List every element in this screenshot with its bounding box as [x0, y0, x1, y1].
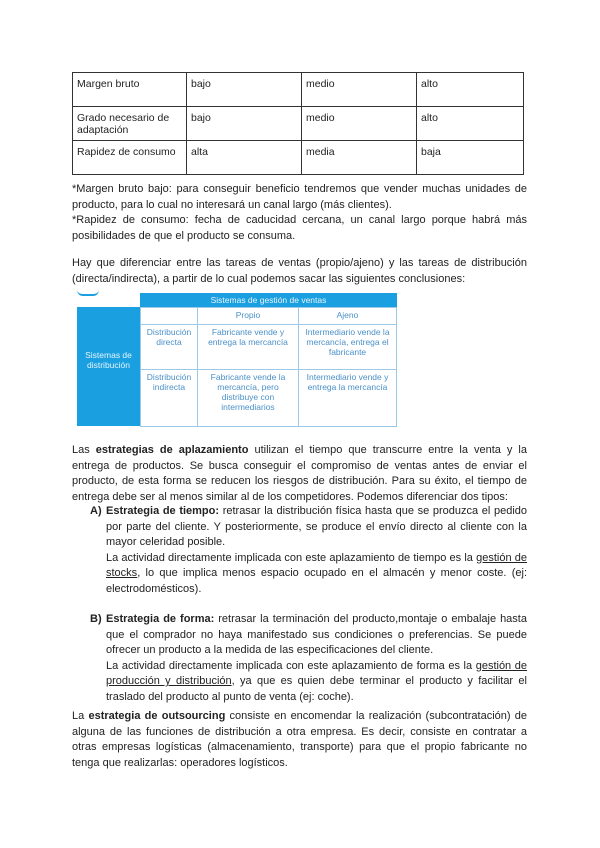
cell: medio — [302, 73, 417, 107]
cell: bajo — [187, 73, 302, 107]
grid-corner — [141, 308, 198, 325]
row-label: Grado necesario de adaptación — [73, 107, 187, 141]
intro-paragraph: Hay que diferenciar entre las tareas de ventas (propio/ajeno) y las tareas de distribución (directa/indirecta), a partir de lo cual podemos sacar las siguientes conclusiones: — [72, 257, 527, 285]
cell: medio — [302, 107, 417, 141]
row-label: Rapidez de consumo — [73, 141, 187, 175]
figure-grid — [140, 307, 397, 427]
figure-side-label: Sistemas de distribución — [77, 307, 140, 426]
table-row — [73, 141, 524, 175]
cell-directa-propio: Fabricante vende y entrega la mercancía — [198, 325, 299, 370]
row-indirecta: Distribución indirecta — [141, 370, 198, 427]
distribution-matrix-figure — [75, 290, 397, 426]
cell: baja — [417, 141, 524, 175]
outsourcing-paragraph: La estrategia de outsourcing consiste en encomendar la realización (subcontratación) de alguna de las funciones de distribución a otra empresa. Es decir, consiste en contratar a otras empresas logísticas (almacenamiento, transporte) para que el propio fabricante no tenga que realizarlas: operadores logísticos. — [72, 710, 527, 769]
list-item-tiempo: A) Estrategia de tiempo: retrasar la distribución física hasta que se produzca el pedido por parte del cliente. Y posteriormente, se produce el envío directo al cliente con la mayor celeridad posible. La actividad directamente implicada con este aplazamiento de tiempo es la gestión de stocks, lo que implica menos espacio ocupado en el almacén y menor coste. (ej: electrodomésticos). — [90, 505, 528, 595]
table-row — [73, 107, 524, 141]
cell-directa-ajeno: Intermediario vende la mercancía, entrega el fabricante — [299, 325, 397, 370]
aplazamiento-paragraph: Las estrategias de aplazamiento utilizan el tiempo que transcurre entre la venta y la entrega de productos. Se busca conseguir el compromiso de ventas antes de enviar el producto, de esta forma se reducen los riesgos de distribución. Para su éxito, el tiempo de entrega debe ser al menos similar al de los competidores. Podemos diferenciar dos tipos: — [72, 444, 527, 503]
cell: bajo — [187, 107, 302, 141]
cell: alto — [417, 73, 524, 107]
cell: alta — [187, 141, 302, 175]
note-rapidez: *Rapidez de consumo: fecha de caducidad cercana, un canal largo porque habrá más posibilidades de que el producto se consuma. — [72, 214, 527, 242]
col-ajeno: Ajeno — [299, 308, 397, 325]
list-item-forma: B) Estrategia de forma: retrasar la terminación del producto,montaje o embalaje hasta que el comprador no haya manifestado sus condiciones o preferencias. Se puede ofrecer un producto a la medida de las especificaciones del cliente. La actividad directamente implicada con este aplazamiento de forma es la gestión de producción y distribución, ya que es quien debe terminar el producto y facilitar el traslado del producto al punto de venta (ej: coche). — [90, 613, 528, 703]
table-row — [73, 73, 524, 107]
row-directa: Distribución directa — [141, 325, 198, 370]
cell: alto — [417, 107, 524, 141]
figure-header: Sistemas de gestión de ventas — [140, 293, 397, 307]
decorative-corner — [77, 290, 99, 296]
cell: media — [302, 141, 417, 175]
row-label: Margen bruto — [73, 73, 187, 107]
factors-table — [72, 72, 524, 175]
cell-indirecta-ajeno: Intermediario vende y entrega la mercancía — [299, 370, 397, 427]
strategy-list — [72, 504, 527, 705]
note-margen: *Margen bruto bajo: para conseguir beneficio tendremos que vender muchas unidades de producto, para lo cual no interesará un canal largo (más clientes). — [72, 183, 527, 211]
cell-indirecta-propio: Fabricante vende la mercancía, pero distribuye con intermediarios — [198, 370, 299, 427]
col-propio: Propio — [198, 308, 299, 325]
